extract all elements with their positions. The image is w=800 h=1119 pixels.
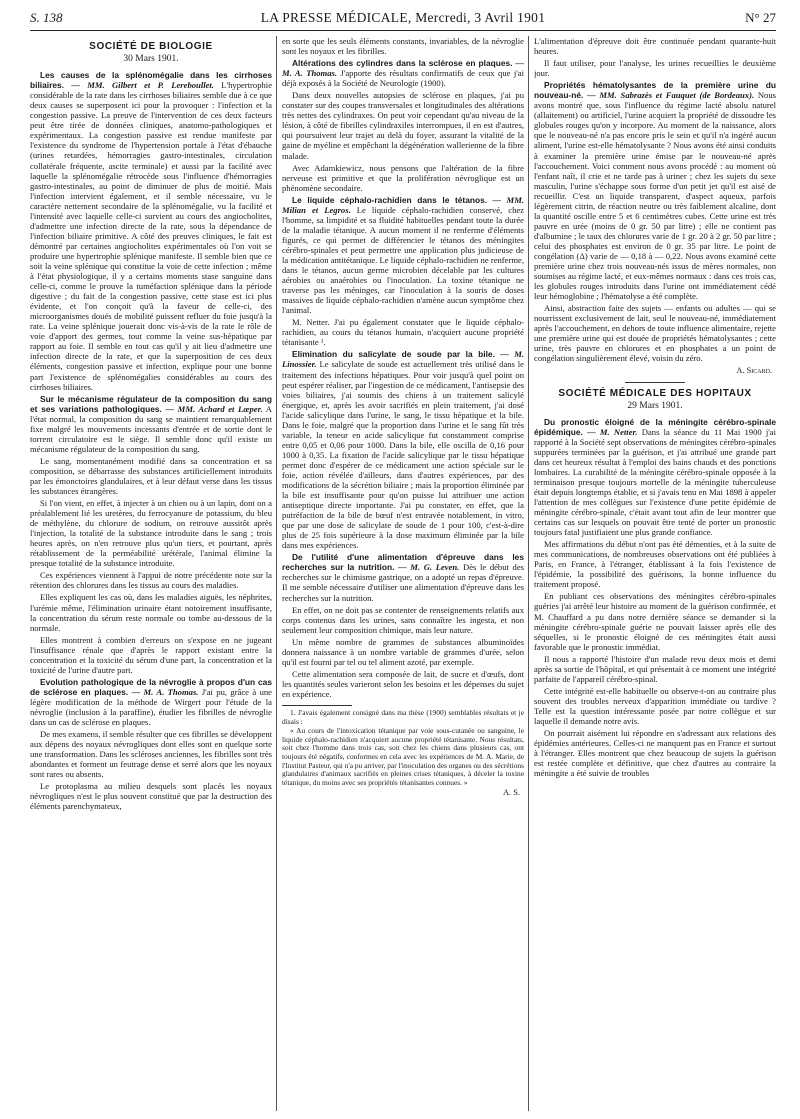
article-text: Le liquide céphalo-rachidien conservé, chez l'homme, sa limpidité et sa fluidité habituelles pendant toute la durée de la maladie tétanique. A aucun moment il ne renferme d'éléments figurés, ce qui permet de différencier le tétanos des méningites cérébro-spinales et peut permettre une application plus judicieuse de la médication antitétanique. Le liquide céphalo-rachidien ne renferme, dans le tétanos, aucun germe microbien décelable par les cultures aérobies ou anaérobies ou l'inoculation. La toxine tétanique ne traverse pas les méninges, car l'inoculation à la souris de doses massives de liquide céphalo-rachidien n'amène aucun symptôme chez l'animal. [282,204,524,316]
article-authors: — M. A. Thomas. [282,58,524,79]
article-paragraph: Avec Adamkiewicz, nous pensons que l'altération de la fibre nerveuse est primitive et que la prolifération névroglique est un phénomène secondaire. [282,162,524,193]
section-date: 30 Mars 1901. [123,54,179,65]
article-paragraph: En effet, on ne doit pas se contenter de renseignements relatifs aux corps contenus dans les urines, sans connaître les ingesta, et non seulement leur composition chimique, mais leur nature. [282,604,524,635]
column-left [30,36,272,1114]
article-paragraph: Mes affirmations du début n'ont pas été démenties, et à la suite de mes communications, de nombreuses observations ont été publiées à Paris, en France, à l'étranger, établissant à la fois l'existence de l'épidémie, la possibilité des guérisons, la bonne influence du traitement proposé. [534,539,776,590]
column-right [534,36,776,1114]
column-divider [528,36,529,1111]
page-header [30,8,776,31]
article-paragraph [282,349,524,550]
article-paragraph: Si l'on vient, en effet, à injecter à un chien ou à un lapin, dont on a préalablement lié les uretères, du ferrocyanure de potassium, du bleu de méthylène, du chlorure de sodium, on retrouve aussitôt après l'injection, la totalité de la substance introduite dans le sang ; trois heures après, on n'en retrouve plus qu'un tiers, et pourtant, après rétablissement de la perméabilité urétérale, l'animal élimine la presque totalité de la substance introduite. [30,498,272,569]
article-authors: — M. Netter. [587,426,638,437]
article-title: De l'utilité d'une alimentation d'épreuve dans les recherches sur la nutrition. [282,552,524,573]
article-paragraph: Cette alimentation sera composée de lait, de sucre et d'œufs, dont les quantités seules varieront selon les besoins et les dépenses du sujet en expérience. [282,668,524,699]
article-title: Du pronostic éloigné de la méningite cérébro-spinale épidémique. [534,416,776,437]
article-paragraph: Le sang, momentanément modifié dans sa concentration et sa composition, se débarrasse des substances artificiellement introduits par les émonctoires glandulaires, et à leur défaut verse dans les tissus les substances étrangères. [30,455,272,497]
article-text: J'apporte des résultats confirmatifs de ceux que j'ai déjà exposés à la Société de Neurologie (1900). [282,68,524,89]
footnote-signature: A. S. [503,788,520,798]
column-divider [276,36,277,1111]
footnote [282,709,524,798]
article-paragraph: Dans deux nouvelles autopsies de sclérose en plaques, j'ai pu constater sur des coupes transversales et longitudinales des altérations très nettes des cylindraxes. On peut voir cependant qu'au niveau de la lésion, à côté de fibrilles cylindraxiles interrompues, il en est d'autres, qui poursuivent leur trajet au delà du foyer, assurant la vitalité de la gaine de myéline et empêchant la dégénération wallerienne de la fibre malade. [282,90,524,161]
footnote-separator [282,705,352,706]
article-paragraph [534,417,776,538]
article-signature: A. Sicard. [736,365,772,375]
article-paragraph [30,70,272,392]
article-paragraph: Ces expériences viennent à l'appui de notre précédente note sur la rétention des chlorures dans les tissus au cours des maladies. [30,570,272,591]
article-paragraph: Elles montrent à combien d'erreurs on s'expose en ne jugeant l'insuffisance rénale que d'après le rapport existant entre la concentration et la toxicité du sérum d'une part, la concentration et la toxicité de l'urine d'autre part. [30,634,272,675]
article-paragraph: L'alimentation d'épreuve doit être continuée pendant quarante-huit heures. [534,36,776,57]
article-paragraph [282,195,524,316]
section-title: SOCIÉTÉ DE BIOLOGIE [89,41,213,52]
article-paragraph: Ainsi, abstraction faite des sujets — enfants ou adultes — qui se nourrissent exclusivement de lait, seul le nouveau-né, immédiatement après l'accouchement, en dehors de toute influence alimentaire, rejette une première urine qui est douée de propriétés hématolysantes ; cette urine, très pauvre en chlorures et en phosphates a un point de congélation singulièrement élevé, voisin du zéro. [534,303,776,364]
article-paragraph: On pourrait aisément lui répondre en s'adressant aux relations des épidémies antérieures. Celles-ci ne manquent pas en France et surtout à l'étranger. Elles montrent que chez beaucoup de sujets la guérison est restée complète et définitive, que chez d'autres au contraire la méningite a été suivie de troubles [534,728,776,779]
article-text: A l'état normal, la composition du sang se maintient remarquablement fixe malgré les mouvements incessants d'entrée et de sortie dont le torrent circulatoire est le siège. Il semble donc qu'il existe un mécanisme régulateur de la composition du sang. [30,403,272,454]
article-paragraph [30,677,272,727]
article-text: Dans la séance du 11 Mai 1900 j'ai rapporté à la Société sept observations de méningites cérébro-spinales suppurées terminées par la guérison, et j'ai attribué une grande part dans cet heureux résultat à l'emploi des bains chauds et des ponctions lombaires. La curabilité de la méningite cérébro-spinale opposée à la terminaison presque toujours mortelle de la méningite tuberculeuse était depuis longtemps établie, et si j'avais tenu en Mai 1898 à appeler l'attention de mes collègues sur l'existence d'une petite épidémie de méningite cérébro-spinale, c'était avant tout afin de leur montrer que certains cas sur lesquels on pouvait être tenté de porter un pronostic toujours fatal justifiaient une plus grande confiance. [534,426,776,538]
article-paragraph: En publiant ces observations des méningites cérébro-spinales guéries j'ai arrêté leur histoire au moment de la guérison confirmée, et M. Chauffard a pu dans notre dernière séance se demander si la méningite cérébro-spinale guérie ne pouvait laisser après elle des séquelles, si le pronostic éloigné de ces méningites était aussi favorable que le pronostic immédiat. [534,591,776,652]
section-date: 29 Mars 1901. [627,400,683,411]
article-paragraph: Un même nombre de grammes de substances albuminoïdes donnera naissance à un nombre variable de grammes d'urée, selon qu'il est fourni par tel ou tel aliment azoté, par exemple. [282,636,524,667]
article-text: Dès le début des recherches sur le chimisme gastrique, on a adopté un repas d'épreuve. Il me semble nécessaire d'utiliser une alimentation d'épreuve dans les recherches sur la nutrition. [282,562,524,603]
article-authors: — M. A. Thomas. [131,686,199,697]
article-paragraph: Le protoplasma au milieu desquels sont placés les noyaux névrogliques n'est le plus souvent constitué que par la destruction des éléments parenchymateux, [30,781,272,812]
article-title: Le liquide céphalo-rachidien dans le tétanos. [292,194,488,205]
article-paragraph [282,58,524,88]
article-paragraph: De mes examens, il semble résulter que ces fibrilles se développent aux dépens des noyaux névrogliques dont elles sont en quelque sorte une transformation. Dans les scléroses anciennes, les fibrilles sont très abondantes et forment un feutrage dense et serré alors que les noyaux sont rares ou absents. [30,729,272,780]
article-title: Evolution pathologique de la névroglie à propos d'un cas de sclérose en plaques. [30,676,272,697]
article-authors: — M. G. Leven. [398,562,460,573]
footnote-paragraph: « Au cours de l'intoxication tétanique par voie sous-cutanée ou sanguine, le liquide céphalo-rachidien n'acquiert aucune propriété tétanisante. Nous résultats, soit chez l'homme dans trois cas, soit chez les chiens dans plusieurs cas, ont toujours été négatifs, conformes en cela avec les expériences de M. A. Marie, de l'Institut Pasteur, qui n'a pu arriver, par l'inoculation des organes ou des sécrétions glandulaires d'animaux sacrifiés en pleines crises tétaniques, à déceler la toxine tétanique, du moins avec ses propriétés tétanisantes connues. » [282,726,524,787]
article-text: Le salicylate de soude est actuellement très utilisé dans le traitement des infections hépatiques. Pour voir jusqu'à quel point on peut espérer réaliser, par l'ingestion de ce médicament, l'antisepsie des voies biliaires, j'ai soumis des chiens à un traitement salicylé énergique, et, après les avoir sacrifiés en plein traitement, j'ai dosé l'acide salicylique dans l'urine, le sang, le tissu hépatique et la bile. Dans le foie, malgré que la proportion dans l'urine et le sang fût très variable, la teneur en acide salicylique fut constamment comprise entre 0,05 et 0,06 pour 1000. Dans la bile, elle oscilla de 0,16 pour 1000 à 0,35. La fixation de l'acide salicylique par le tissu hépatique permet donc d'espérer de ce médicament une action spéciale sur le foie, action révélée d'ailleurs, dans d'autres expériences, par des modifications de la sécrétion biliaire ; mais la proportion éliminée par la bile est insuffisante pour qu'on puisse lui attribuer une action antiseptique directe importante. J'ai pu constater, en effet, que la putréfaction de la bile de bœuf n'est entravée notablement, in vitro, que par une dose de salicylate de soude de 1 pour 100, c'est-à-dire plus de 25 fois supérieure à la dose maximum éliminée par la bile dans mes expériences. [282,359,524,551]
article-title: Elimination du salicylate de soude par la bile. [292,349,495,360]
article-paragraph: M. Netter. J'ai pu également constater que le liquide céphalo-rachidien, au cours du tétanos humain, n'acquiert aucune propriété tétanisante ¹. [282,317,524,348]
article-title: Sur le mécanisme régulateur de la composition du sang et ses variations pathologiques. [30,393,272,414]
article-title: Propriétés hématolysantes de la première urine du nouveau-né. [534,80,776,101]
article-authors: — M. Linossier. [282,349,524,370]
article-authors: — MM. Gilbert et P. Lereboullet. [71,80,214,91]
article-title: Les causes de la splénomégalie dans les cirrhoses biliaires. [30,70,272,91]
article-paragraph: Il nous a rapporté l'histoire d'un malade revu deux mois et demi après sa sortie de l'hôpital, et qui présentait à ce moment une intégrité parfaite de l'appareil cérébro-spinal. [534,653,776,684]
article-paragraph: Elles expliquent les cas où, dans les maladies aiguës, les néphrites, l'urémie même, l'élimination urinaire étant notoirement insuffisante, la concentration du sérum reste normale ou tombe au-dessous de la normale. [30,592,272,633]
article-paragraph: Cette intégrité est-elle habituelle ou observe-t-on au contraire plus souvent des troubles nerveux d'apparition immédiate ou tardive ? Telle est la question intéressante posée par notre collègue et sur laquelle il demande notre avis. [534,685,776,726]
article-text: J'ai pu, grâce à une légère modification de la méthode de Wirgert pour l'étude de la névroglie (inclusion à la paraffine), étudier les fibrilles de névroglie dans un cas de sclérose en plaques. [30,686,272,728]
journal-title: LA PRESSE MÉDICALE, Mercredi, 3 Avril 1901 [260,10,546,25]
article-paragraph [534,80,776,301]
article-paragraph [30,394,272,454]
article-authors: — MM. Milian et Legros. [282,194,524,215]
footnote-paragraph: 1. J'avais également consigné dans ma thèse (1900) semblables résultats et je disais : [282,708,524,726]
section-title: SOCIÉTÉ MÉDICALE DES HOPITAUX [558,387,752,399]
article-paragraph: en sorte que les seuls éléments constants, invariables, de la névroglie sont les noyaux et les fibrilles. [282,36,524,57]
section-separator [625,382,685,383]
article-authors: — MM. Achard et Lœper. [165,403,263,414]
issue-number: N° 27 [745,10,776,25]
article-text: L'hypertrophie considérable de la rate dans les cirrhoses biliaires semble due à ce que deux causes se superposent ici pour la provoquer : l'infection et la congestion passive. La preuve de l'intervention de ces deux facteurs peut être tirée de données cliniques, anatomo-pathologiques et expérimentaux. La congestion passive est rendue manifeste par l'existence du syndrome de l'hypertension portale à l'état d'ébauche (urines retardées, hémorragies gastro-intestinales, circulation collatérale fréquente, ascite terminale) et aussi par la facilité avec laquelle la splénomégalie rétrocède sous l'influence d'hémorragies gastro-intestinales, au point de diminuer de plus de moitié. Mais l'infection intervient également, et il semble nécessaire, vu le caractère nettement secondaire de la splénomégalie, vu la facilité et l'intensité avec laquelle celle-ci survient au cours des angiocholites, d'admettre une infection directe de la rate, sous la dépendance de l'infection biliaire primitive. A côté des preuves cliniques, le fait est démontré par certaines angiocholites expérimentales où l'on voit se produire une hypertrophie splénique manifeste. Il semble bien que ce soit la veine splénique qui constitue la voie de cette infection ; même à l'état physiologique, il y a certains moments stase sanguine dans celle-ci, comme le prouve la tuméfaction splénique dans la période digestive ; du fait de la congestion passive, cette stase est ici plus évidente, et l'on conçoit qu'à la faveur de celle-ci, des microorganismes doués de mobilité puissent refluer du foie jusqu'à la rate. La veine splénique jouerait donc vis-à-vis de la rate le rôle de voie d'apport des germes, tout comme la veine sus-hépatique par rapport au foie. Il semble en tout cas qu'il y ait lieu d'admettre une infection directe de la rate, et que la superposition de ces deux éléments, congestion passive et infection, explique pour une bonne part l'existence de splénomégalies considérables au cours des cirrhoses biliaires. [30,80,272,392]
article-text: Nous avons montré que, sous l'influence du régime lacté absolu naturel (allaitement) ou artificiel, l'urine acquiert la propriété de dissoudre les globules rouges qu'on y incorpore. Au moment de la naissance, alors que le nouveau-né n'a pas encore pris le sein et qu'il n'a ingéré aucun aliment, l'urine est-elle hématolysante ? Nous avons été ainsi conduits à examiner la première urine émise par le nouveau-né après l'accouchement. Voici comment nous avons procédé : au moment où l'enfant naît, il crie et ne tarde pas à uriner ; chez les sujets du sexe masculin, l'urine s'échappe sous forme d'un petit jet qu'il est aisé de recueillir. C'est un liquide transparent, d'aspect aqueux, parfois légèrement citrin, de réaction neutre ou très faiblement alcaline, dont la quantité oscille entre 5 et 6 centimètres cubes. Cette urine est très pauvre en urée (moins de 0 gr. 50 par litre) ; elle ne contient pas d'albumine ; le taux des chlorures varie de 1 gr. 20 à 2 gr. 50 par litre ; celui des phosphates est environ de 0 gr. 35 par litre. Le point de congélation (Δ) varie de — 0,18 à — 0,22. Nous avons examiné cette première urine chez trois nouveau-nés issus de mères normales, non soumises au régime lacté, et eux-mêmes normaux : dans ces trois cas, les globules rouges introduits dans l'urine ont immédiatement cédé leur hémoglobine ; l'hématolyse a été complète. [534,90,776,302]
article-paragraph: Il faut utiliser, pour l'analyse, les urines recueillies le deuxième jour. [534,58,776,79]
column-middle [282,36,524,1114]
page-number: S. 138 [30,10,63,25]
article-authors: — MM. Sabrazès et Fauquet (de Bordeaux). [587,90,755,101]
article-title: Altérations des cylindres dans la sclérose en plaques. [292,58,513,69]
article-paragraph [282,552,524,602]
